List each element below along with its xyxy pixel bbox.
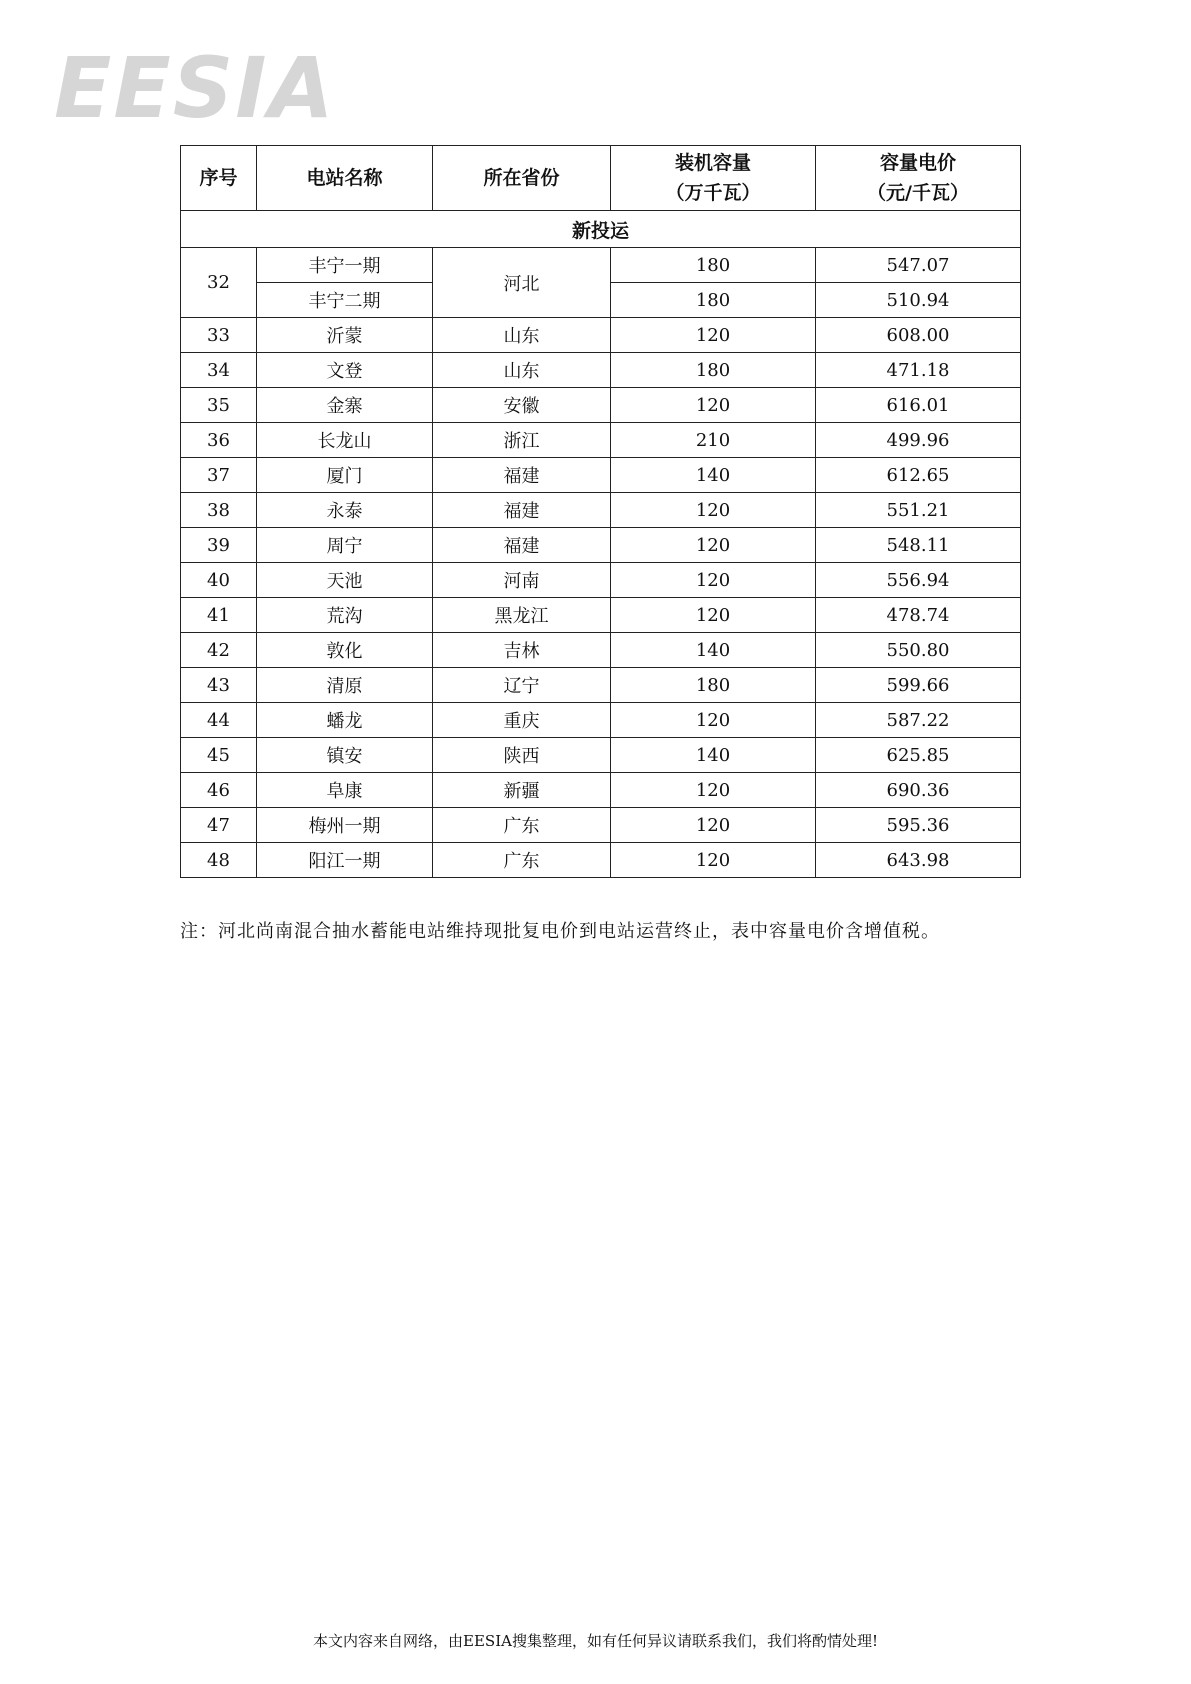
cell-index: 44 — [181, 703, 257, 738]
cell-capacity: 120 — [611, 843, 816, 878]
cell-name: 阳江一期 — [257, 843, 433, 878]
cell-price: 608.00 — [816, 318, 1021, 353]
cell-capacity: 120 — [611, 318, 816, 353]
cell-name: 长龙山 — [257, 423, 433, 458]
cell-index: 42 — [181, 633, 257, 668]
cell-price: 551.21 — [816, 493, 1021, 528]
table-row — [181, 773, 1021, 808]
cell-province: 陕西 — [433, 738, 611, 773]
table-row — [181, 563, 1021, 598]
cell-index: 43 — [181, 668, 257, 703]
cell-capacity: 180 — [611, 668, 816, 703]
cell-capacity: 180 — [611, 248, 816, 283]
cell-capacity: 180 — [611, 283, 816, 318]
cell-province: 福建 — [433, 528, 611, 563]
table-row — [181, 493, 1021, 528]
cell-index: 35 — [181, 388, 257, 423]
cell-price: 550.80 — [816, 633, 1021, 668]
cell-capacity: 120 — [611, 388, 816, 423]
cell-index: 32 — [181, 248, 257, 318]
cell-province: 新疆 — [433, 773, 611, 808]
table-row — [181, 248, 1021, 283]
cell-name: 荒沟 — [257, 598, 433, 633]
table-row — [181, 388, 1021, 423]
cell-index: 45 — [181, 738, 257, 773]
cell-name: 沂蒙 — [257, 318, 433, 353]
cell-province: 安徽 — [433, 388, 611, 423]
header-capacity: 装机容量 （万千瓦） — [611, 146, 816, 211]
cell-province: 黑龙江 — [433, 598, 611, 633]
cell-price: 556.94 — [816, 563, 1021, 598]
cell-name: 敦化 — [257, 633, 433, 668]
cell-capacity: 120 — [611, 493, 816, 528]
table-row — [181, 423, 1021, 458]
cell-province: 辽宁 — [433, 668, 611, 703]
cell-name: 清原 — [257, 668, 433, 703]
table-row — [181, 318, 1021, 353]
cell-province: 浙江 — [433, 423, 611, 458]
table-header-row — [181, 146, 1021, 211]
cell-price: 643.98 — [816, 843, 1021, 878]
cell-province: 河北 — [433, 248, 611, 318]
table-row — [181, 843, 1021, 878]
cell-capacity: 120 — [611, 703, 816, 738]
cell-capacity: 120 — [611, 598, 816, 633]
cell-index: 34 — [181, 353, 257, 388]
cell-name: 丰宁一期 — [257, 248, 433, 283]
cell-capacity: 210 — [611, 423, 816, 458]
cell-name: 阜康 — [257, 773, 433, 808]
cell-capacity: 140 — [611, 458, 816, 493]
table-row — [181, 808, 1021, 843]
cell-province: 福建 — [433, 493, 611, 528]
cell-index: 46 — [181, 773, 257, 808]
cell-price: 510.94 — [816, 283, 1021, 318]
cell-index: 40 — [181, 563, 257, 598]
cell-province: 广东 — [433, 843, 611, 878]
cell-name: 梅州一期 — [257, 808, 433, 843]
cell-index: 39 — [181, 528, 257, 563]
cell-capacity: 120 — [611, 563, 816, 598]
cell-price: 612.65 — [816, 458, 1021, 493]
cell-price: 587.22 — [816, 703, 1021, 738]
capacity-price-table — [180, 145, 1021, 878]
eesia-logo: EESIA — [54, 39, 336, 137]
cell-price: 547.07 — [816, 248, 1021, 283]
cell-capacity: 120 — [611, 528, 816, 563]
cell-index: 36 — [181, 423, 257, 458]
table-row — [181, 528, 1021, 563]
cell-index: 38 — [181, 493, 257, 528]
header-province: 所在省份 — [433, 146, 611, 211]
cell-price: 690.36 — [816, 773, 1021, 808]
cell-province: 山东 — [433, 353, 611, 388]
cell-name: 永泰 — [257, 493, 433, 528]
cell-name: 镇安 — [257, 738, 433, 773]
cell-province: 河南 — [433, 563, 611, 598]
cell-capacity: 140 — [611, 633, 816, 668]
table-row — [181, 458, 1021, 493]
cell-name: 丰宁二期 — [257, 283, 433, 318]
table-note: 注：河北尚南混合抽水蓄能电站维持现批复电价到电站运营终止，表中容量电价含增值税。 — [180, 921, 940, 942]
cell-province: 福建 — [433, 458, 611, 493]
section-title: 新投运 — [181, 211, 1021, 248]
cell-name: 文登 — [257, 353, 433, 388]
cell-price: 595.36 — [816, 808, 1021, 843]
table-row — [181, 633, 1021, 668]
header-station-name: 电站名称 — [257, 146, 433, 211]
cell-index: 47 — [181, 808, 257, 843]
cell-name: 天池 — [257, 563, 433, 598]
header-index: 序号 — [181, 146, 257, 211]
cell-index: 41 — [181, 598, 257, 633]
cell-price: 616.01 — [816, 388, 1021, 423]
cell-name: 金寨 — [257, 388, 433, 423]
cell-province: 重庆 — [433, 703, 611, 738]
cell-name: 蟠龙 — [257, 703, 433, 738]
section-row — [181, 211, 1021, 248]
table-row — [181, 598, 1021, 633]
cell-capacity: 120 — [611, 808, 816, 843]
cell-name: 厦门 — [257, 458, 433, 493]
header-price: 容量电价 （元/千瓦） — [816, 146, 1021, 211]
table-row — [181, 668, 1021, 703]
cell-index: 37 — [181, 458, 257, 493]
cell-price: 499.96 — [816, 423, 1021, 458]
cell-province: 吉林 — [433, 633, 611, 668]
cell-price: 471.18 — [816, 353, 1021, 388]
cell-capacity: 140 — [611, 738, 816, 773]
cell-price: 625.85 — [816, 738, 1021, 773]
cell-province: 山东 — [433, 318, 611, 353]
cell-province: 广东 — [433, 808, 611, 843]
cell-price: 548.11 — [816, 528, 1021, 563]
cell-name: 周宁 — [257, 528, 433, 563]
table-row — [181, 353, 1021, 388]
cell-price: 599.66 — [816, 668, 1021, 703]
cell-capacity: 180 — [611, 353, 816, 388]
cell-index: 48 — [181, 843, 257, 878]
page-footer: 本文内容来自网络，由EESIA搜集整理，如有任何异议请联系我们，我们将酌情处理! — [313, 1632, 878, 1650]
cell-index: 33 — [181, 318, 257, 353]
table-row — [181, 703, 1021, 738]
cell-capacity: 120 — [611, 773, 816, 808]
table-row — [181, 738, 1021, 773]
cell-price: 478.74 — [816, 598, 1021, 633]
